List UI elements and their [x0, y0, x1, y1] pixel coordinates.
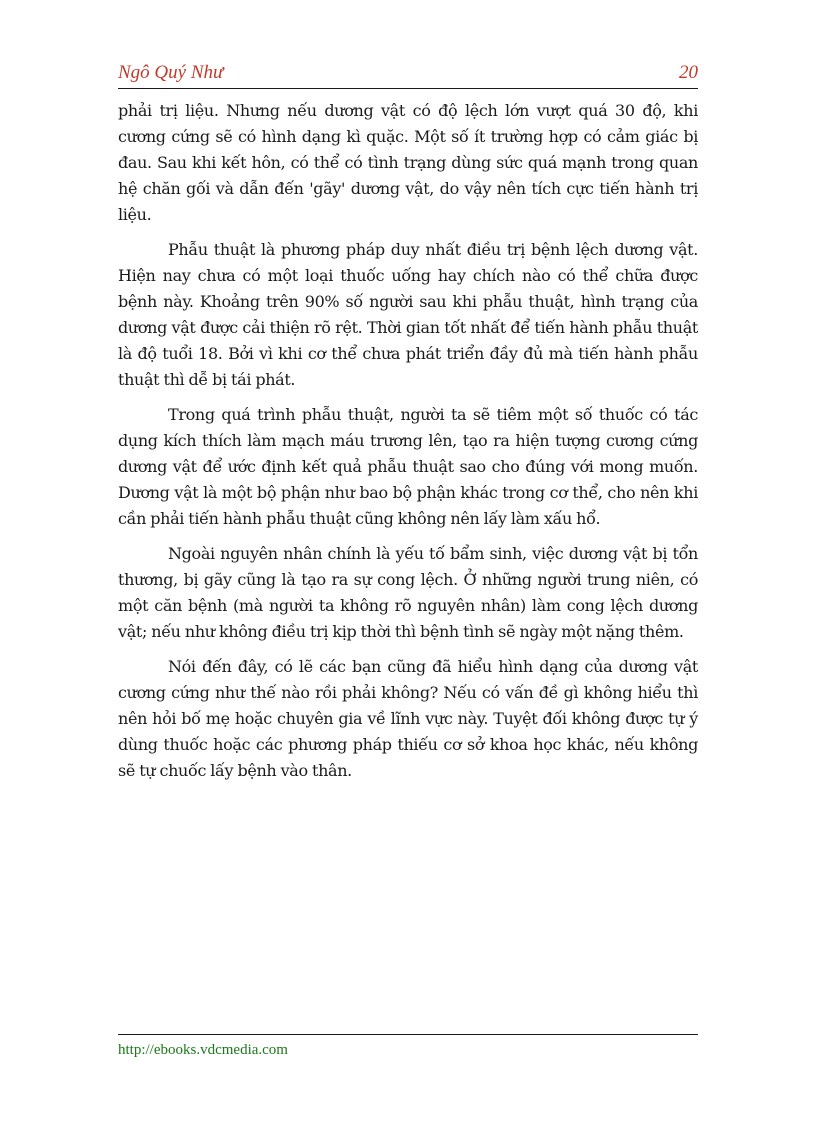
footer-divider — [118, 1034, 698, 1035]
body-text — [118, 98, 698, 793]
header-author: Ngô Quý Như — [118, 62, 224, 83]
paragraph: phải trị liệu. Nhưng nếu dương vật có độ lệch lớn vượt quá 30 độ, khi cương cứng sẽ có hình dạng kì quặc. Một số ít trường hợp có cảm giác bị đau. Sau khi kết hôn, có thể có tình trạng dùng sức quá mạnh trong quan hệ chăn gối và dẫn đến 'gãy' dương vật, do vậy nên tích cực tiến hành trị liệu. — [118, 101, 698, 224]
paragraph: Phẫu thuật là phương pháp duy nhất điều trị bệnh lệch dương vật. Hiện nay chưa có một loại thuốc uống hay chích nào có thể chữa được bệnh này. Khoảng trên 90% số người sau khi phẫu thuật, hình trạng của dương vật được cải thiện rõ rệt. Thời gian tốt nhất để tiến hành phẫu thuật là độ tuổi 18. Bởi vì khi cơ thể chưa phát triển đầy đủ mà tiến hành phẫu thuật thì dễ bị tái phát. — [118, 240, 698, 389]
page-header — [118, 62, 698, 89]
footer-link[interactable]: http://ebooks.vdcmedia.com — [118, 1042, 288, 1058]
paragraph: Ngoài nguyên nhân chính là yếu tố bẩm sinh, việc dương vật bị tổn thương, bị gãy cũng là tạo ra sự cong lệch. Ở những người trung niên, có một căn bệnh (mà người ta không rõ nguyên nhân) làm cong lệch dương vật; nếu như không điều trị kịp thời thì bệnh tình sẽ ngày một nặng thêm. — [118, 544, 698, 641]
page-number: 20 — [679, 62, 698, 83]
paragraph: Nói đến đây, có lẽ các bạn cũng đã hiểu hình dạng của dương vật cương cứng như thế nào rồi phải không? Nếu có vấn đề gì không hiểu thì nên hỏi bố mẹ hoặc chuyên gia về lĩnh vực này. Tuyệt đối không được tự ý dùng thuốc hoặc các phương pháp thiếu cơ sở khoa học khác, nếu không sẽ tự chuốc lấy bệnh vào thân. — [118, 657, 698, 780]
paragraph: Trong quá trình phẫu thuật, người ta sẽ tiêm một số thuốc có tác dụng kích thích làm mạch máu trương lên, tạo ra hiện tượng cương cứng dương vật để ước định kết quả phẫu thuật sao cho đúng với mong muốn. Dương vật là một bộ phận như bao bộ phận khác trong cơ thể, cho nên khi cần phải tiến hành phẫu thuật cũng không nên lấy làm xấu hổ. — [118, 405, 698, 528]
